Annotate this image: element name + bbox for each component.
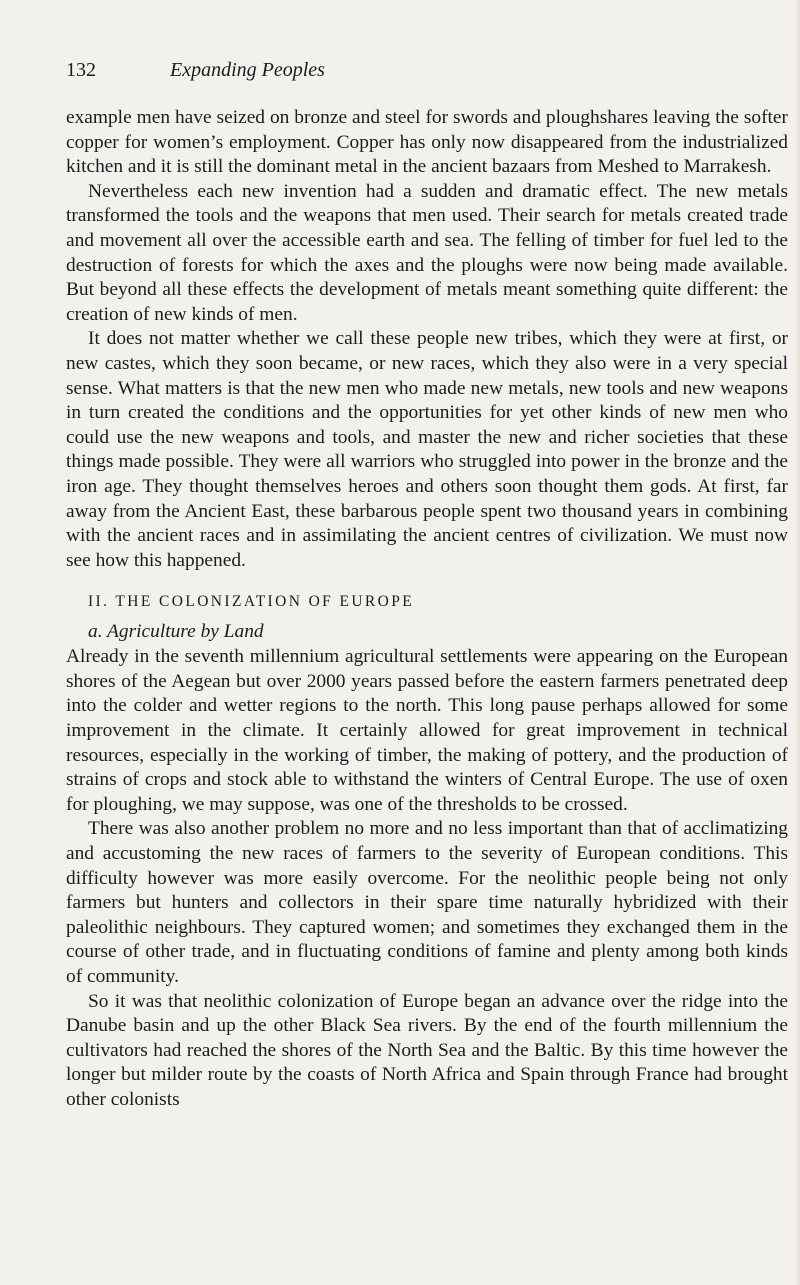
body-text	[66, 106, 788, 1113]
paragraph-3: It does not matter whether we call these people new tribes, which they were at first, or new castes, which they soon became, or new races, which they also were in a very special sense. What matters is that the new men who made new metals, new tools and new weapons in turn created the conditions and the opportunities for yet other kinds of new men who could use the new weapons and tools, and master the new and richer societies that these things made possible. They were all warriors who struggled into power in the bronze and the iron age. They thought themselves heroes and others soon thought them gods. At first, far away from the Ancient East, these barbarous people spent two thousand years in combining with the ancient races and in assimilating the ancient centres of civilization. We must now see how this happened.	[66, 328, 788, 571]
running-title: Expanding Peoples	[170, 59, 325, 81]
page-number: 132	[66, 59, 96, 81]
running-head	[66, 56, 325, 84]
paragraph-6: So it was that neolithic colonization of Europe began an advance over the ridge into the Danube basin and up the other Black Sea rivers. By the end of the fourth millennium the cultivators had reached the shores of the North Sea and the Baltic. By this time however the longer but milder route by the coasts of North Africa and Spain through France had brought other colonists	[66, 990, 788, 1110]
paragraph-5: There was also another problem no more and no less important than that of acclimatizing and accustoming the new races of farmers to the severity of European conditions. This difficulty however was more easily overcome. For the neolithic people being not only farmers but hunters and collectors in their spare time naturally hybridized with their paleolithic neighbours. They captured women; and sometimes they exchanged them in the course of other trade, and in fluctuating conditions of famine and plenty among both kinds of community.	[66, 818, 788, 987]
page-edge-shadow	[794, 0, 800, 1285]
paragraph-1: example men have seized on bronze and steel for swords and ploughshares leaving the softer copper for women’s employment. Copper has only now disappeared from the industrialized kitchen and it is still the dominant metal in the ancient bazaars from Meshed to Marrakesh.	[66, 107, 788, 178]
paragraph-4: Already in the seventh millennium agricultural settlements were appearing on the European shores of the Aegean but over 2000 years passed before the eastern farmers penetrated deep into the colder and wetter regions to the north. This long pause perhaps allowed for some improvement in the climate. It certainly allowed for great improvement in technical resources, especially in the working of timber, the making of pottery, and the production of strains of crops and stock able to withstand the winters of Central Europe. The use of oxen for ploughing, we may suppose, was one of the thresholds to be crossed.	[66, 646, 788, 815]
subsection-heading: a. Agriculture by Land	[88, 621, 264, 643]
section-heading: II. THE COLONIZATION OF EUROPE	[88, 593, 415, 611]
paragraph-2: Nevertheless each new invention had a sudden and dramatic effect. The new metals transformed the tools and the weapons that men used. Their search for metals created trade and movement all over the accessible earth and sea. The felling of timber for fuel led to the destruction of forests for which the axes and the ploughs were now being made available. But beyond all these effects the development of metals meant something quite different: the creation of new kinds of men.	[66, 180, 788, 325]
